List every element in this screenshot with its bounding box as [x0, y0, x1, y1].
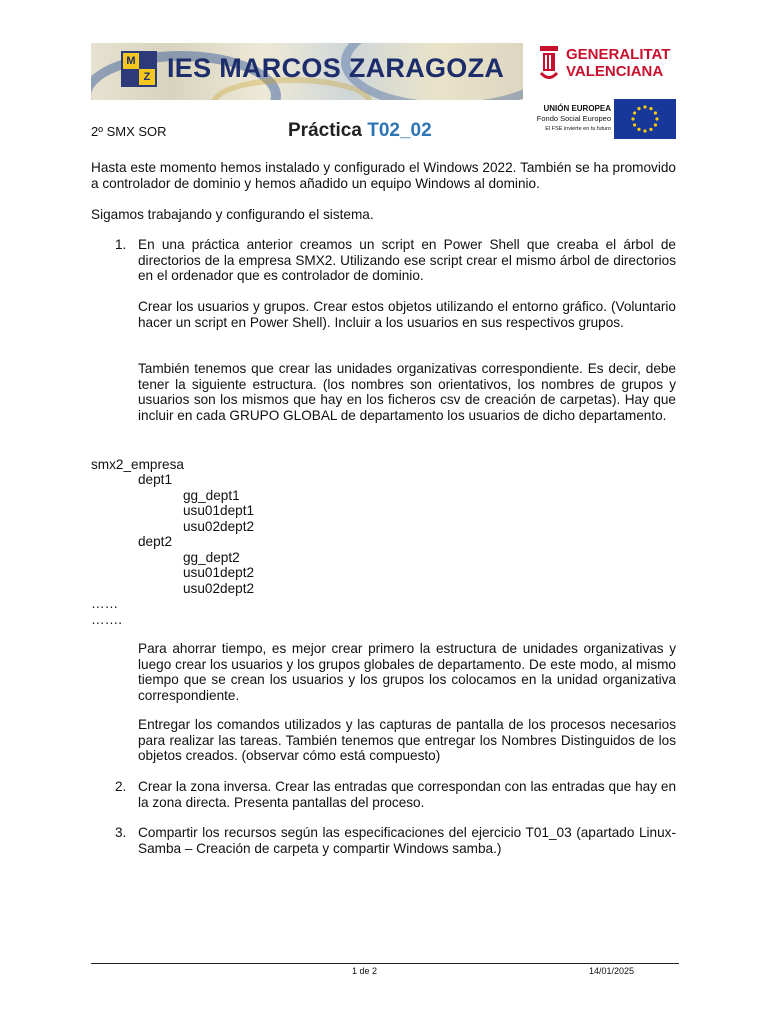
page-number: 1 de 2 — [352, 966, 378, 976]
generalitat-emblem-icon — [537, 44, 561, 84]
list-number-3: 3. — [115, 825, 127, 840]
tree-ellipsis: …… — [91, 596, 119, 611]
generalitat-logo-text: GENERALITAT VALENCIANA — [566, 46, 671, 80]
after-tree-paragraph-2: Entregar los comandos utilizados y las capturas de pantalla de los procesos necesarios para realizar las tareas. También tenemos que entregar los Nombres Distinguidos de los objetos creados. (observar cómo está compuesto) — [138, 717, 676, 764]
continue-paragraph: Sigamos trabajando y configurando el sistema. — [91, 207, 374, 222]
after-tree-paragraph-1: Para ahorrar tiempo, es mejor crear primero la estructura de unidades organizativas y luego crear los usuarios y los grupos globales de departamento. De este modo, al mismo tiempo que se crean los usuarios y los grupos los colocamos en la unidad organizativa correspondiente. — [138, 641, 676, 703]
intro-paragraph: Hasta este momento hemos instalado y configurado el Windows 2022. También se ha promovido a controlador de dominio y hemos añadido un equipo Windows al dominio. — [91, 160, 676, 191]
item3-paragraph: Compartir los recursos según las especificaciones del ejercicio T01_03 (apartado Linux-Samba – Creación de carpeta y compartir Windows samba.) — [138, 825, 676, 856]
tree-item: usu01dept2 — [183, 565, 255, 580]
tree-item: usu01dept1 — [183, 503, 255, 518]
tree-dept2: dept2 — [138, 534, 173, 549]
course-label: 2º SMX SOR — [91, 124, 167, 139]
footer-divider — [91, 963, 679, 964]
item2-paragraph: Crear la zona inversa. Crear las entradas que correspondan con las entradas que hay en la zona directa. Presenta pantallas del proceso. — [138, 779, 676, 810]
item1-paragraph-3: También tenemos que crear las unidades organizativas correspondiente. Es decir, debe tener la siguiente estructura. (los nombres son orientativos, los nombres de grupos y usuarios son los mismos que hay en los ficheros csv de creación de carpetas). Hay que incluir en cada GRUPO GLOBAL de departamento los usuarios de dicho departamento. — [138, 361, 676, 423]
footer-date: 14/01/2025 — [589, 966, 635, 976]
item1-paragraph-1: En una práctica anterior creamos un script en Power Shell que creaba el árbol de directorios de la empresa SMX2. Utilizando ese script crear el mismo árbol de directorios en el ordenador que es controlador de dominio. — [138, 237, 676, 284]
tree-item: usu02dept2 — [183, 519, 255, 534]
logo-letter-m: M — [126, 55, 136, 67]
school-logo — [121, 51, 157, 87]
eu-logo-text: UNIÓN EUROPEA Fondo Social Europeo El FSE invierte en tu futuro — [536, 104, 611, 132]
item1-paragraph-2: Crear los usuarios y grupos. Crear estos objetos utilizando el entorno gráfico. (Voluntario hacer un script en Power Shell). Incluir a los usuarios en sus respectivos grupos. — [138, 299, 676, 330]
logo-letter-z: Z — [143, 71, 151, 83]
school-name: IES MARCOS ZARAGOZA — [167, 53, 505, 83]
tree-dept1: dept1 — [138, 472, 173, 487]
eu-flag-icon — [614, 99, 676, 139]
tree-item: usu02dept2 — [183, 581, 255, 596]
tree-root: smx2_empresa — [91, 457, 184, 472]
school-banner — [91, 43, 523, 100]
page-title: Práctica T02_02 — [288, 120, 432, 141]
practice-code: T02_02 — [367, 120, 432, 141]
list-number-2: 2. — [115, 779, 127, 794]
tree-ellipsis: ……. — [91, 612, 122, 627]
tree-item: gg_dept1 — [183, 488, 240, 503]
tree-item: gg_dept2 — [183, 550, 240, 565]
list-number-1: 1. — [115, 237, 127, 252]
